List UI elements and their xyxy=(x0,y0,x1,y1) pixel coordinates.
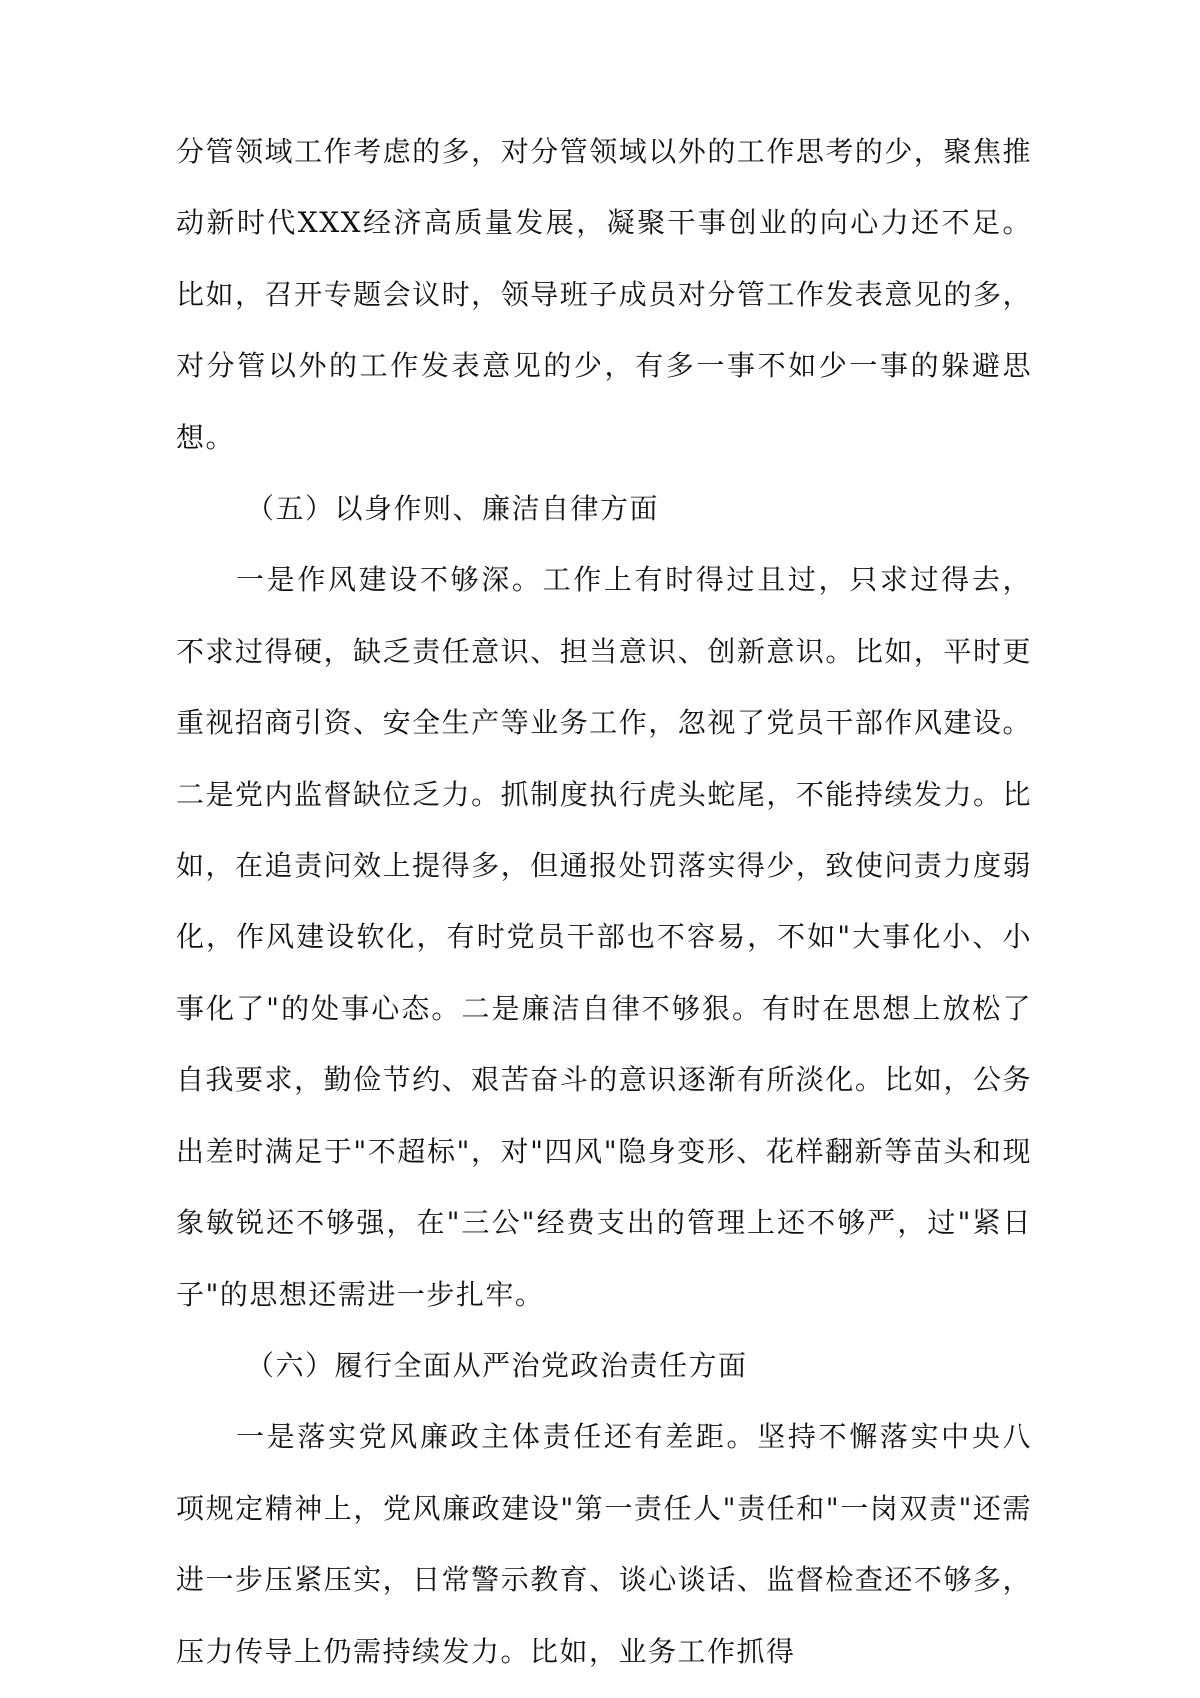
paragraph-section-5: 一是作风建设不够深。工作上有时得过且过，只求过得去，不求过得硬，缺乏责任意识、担当意识、创新意识。比如，平时更重视招商引资、安全生产等业务工作，忽视了党员干部作风建设。二是党内监督缺位乏力。抓制度执行虎头蛇尾，不能持续发力。比如，在追责问效上提得多，但通报处罚落实得少，致使问责力度弱化，作风建设软化，有时党员干部也不容易，不如"大事化小、小事化了"的处事心态。二是廉洁自律不够狠。有时在思想上放松了自我要求，勤俭节约、艰苦奋斗的意识逐渐有所淡化。比如，公务出差时满足于"不超标"，对"四风"隐身变形、花样翻新等苗头和现象敏锐还不够强，在"三公"经费支出的管理上还不够严，过"紧日子"的思想还需进一步扎牢。 xyxy=(176,563,1032,1311)
document-page xyxy=(176,116,1032,1687)
paragraph-section-6: 一是落实党风廉政主体责任还有差距。坚持不懈落实中央八项规定精神上，党风廉政建设"第一责任人"责任和"一岗双责"还需进一步压紧压实，日常警示教育、谈心谈话、监督检查还不够多，压力传导上仍需持续发力。比如，业务工作抓得 xyxy=(176,1420,1032,1668)
section-heading-5: （五）以身作则、廉洁自律方面 xyxy=(246,492,660,526)
section-heading-6: （六）履行全面从严治党政治责任方面 xyxy=(246,1348,748,1382)
paragraph-continued: 分管领域工作考虑的多，对分管领域以外的工作思考的少，聚焦推动新时代XXX经济高质量发展，凝聚干事创业的向心力还不足。比如，召开专题会议时，领导班子成员对分管工作发表意见的多，对分管以外的工作发表意见的少，有多一事不如少一事的躲避思想。 xyxy=(176,135,1032,454)
